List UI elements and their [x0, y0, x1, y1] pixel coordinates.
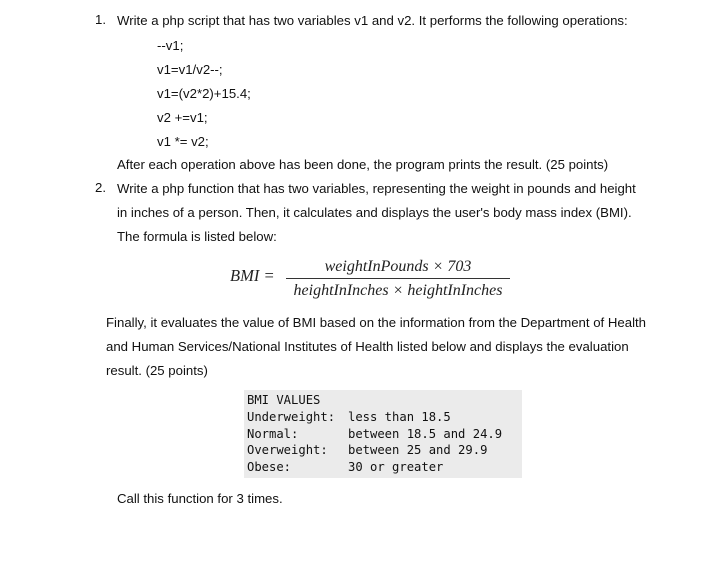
fraction-bar: [286, 278, 510, 279]
bmi-row-label: Normal:: [247, 426, 299, 441]
q2-line-1: Write a php function that has two variables, representing the weight in pounds and height: [117, 181, 636, 196]
q2-line-3: The formula is listed below:: [117, 229, 277, 244]
q1-operation-3: v1=(v2*2)+15.4;: [157, 86, 251, 101]
q2-closing: Call this function for 3 times.: [117, 491, 283, 506]
bmi-row-value: 30 or greater: [348, 460, 444, 475]
bmi-row: [247, 442, 522, 459]
bmi-row: [247, 459, 522, 476]
bmi-row-label: Underweight:: [247, 409, 336, 424]
q2-finally-line-3: result. (25 points): [106, 363, 208, 378]
formula-fraction: [286, 257, 510, 300]
q1-operation-5: v1 *= v2;: [157, 134, 209, 149]
q2-finally-line-1: Finally, it evaluates the value of BMI based on the information from the Department of Health: [106, 315, 646, 330]
q1-operation-2: v1=v1/v2--;: [157, 62, 223, 77]
bmi-row-value: between 18.5 and 24.9: [348, 426, 503, 441]
bmi-row-label: Obese:: [247, 460, 292, 475]
bmi-values-block: [244, 390, 522, 478]
q1-number: 1.: [95, 12, 106, 27]
q1-text: Write a php script that has two variables v1 and v2. It performs the following operations:: [117, 13, 628, 28]
bmi-table-header: BMI VALUES: [247, 393, 321, 407]
bmi-row-value: less than 18.5: [348, 409, 451, 424]
bmi-row: [247, 426, 522, 443]
q1-after-text: After each operation above has been done, the program prints the result. (25 points): [117, 157, 609, 172]
q2-line-2: in inches of a person. Then, it calculates and displays the user's body mass index (BMI).: [117, 205, 632, 220]
bmi-row-label: Overweight:: [247, 443, 328, 458]
formula-numerator: weightInPounds × 703: [324, 258, 472, 275]
bmi-row-value: between 25 and 29.9: [348, 443, 488, 458]
formula-lhs: BMI =: [230, 266, 275, 285]
formula-denominator: heightInInches × heightInInches: [293, 282, 503, 299]
q2-number: 2.: [95, 180, 106, 195]
q1-operation-1: --v1;: [157, 38, 184, 53]
q1-operation-4: v2 +=v1;: [157, 110, 208, 125]
bmi-formula: [228, 256, 518, 304]
q2-finally-line-2: and Human Services/National Institutes of Health listed below and displays the evaluation: [106, 339, 629, 354]
bmi-row: [247, 409, 522, 426]
